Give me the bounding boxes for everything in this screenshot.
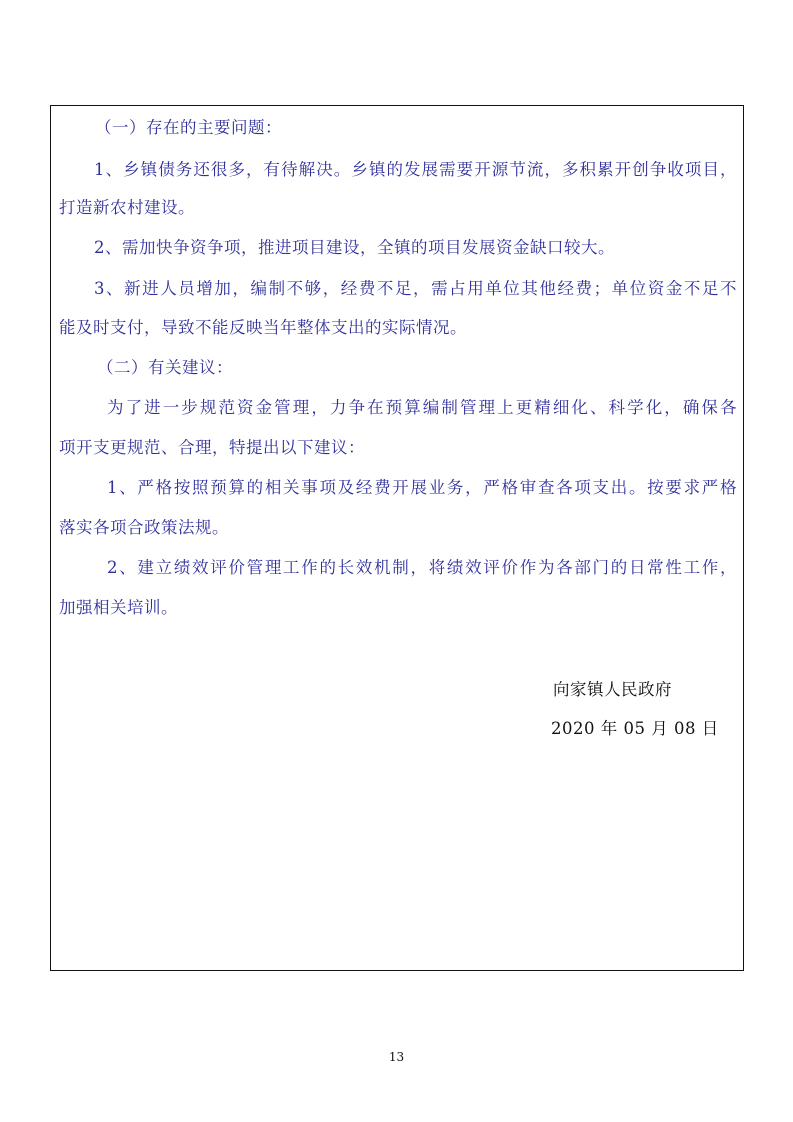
- suggestion-2-line-2: 加强相关培训。: [59, 598, 178, 617]
- section1-heading: （一）存在的主要问题：: [95, 118, 282, 137]
- page-number: 13: [388, 1050, 405, 1064]
- issue-1-line-1: 1、乡镇债务还很多，有待解决。乡镇的发展需要开源节流，多积累开创争收项目，: [94, 160, 737, 179]
- suggestion-1-line-1: 1、严格按照预算的相关事项及经费开展业务，严格审查各项支出。按要求严格: [107, 478, 737, 497]
- issue-2: 2、需加快争资争项，推进项目建设，全镇的项目发展资金缺口较大。: [94, 238, 615, 257]
- issue-3-line-1: 3、新进人员增加，编制不够，经费不足，需占用单位其他经费；单位资金不足不: [94, 279, 737, 298]
- issue-1-line-2: 打造新农村建设。: [59, 198, 195, 217]
- signature-org: 向家镇人民政府: [553, 680, 672, 699]
- suggestion-intro-line-2: 项开支更规范、合理，特提出以下建议：: [59, 438, 365, 457]
- suggestion-2-line-1: 2、建立绩效评价管理工作的长效机制，将绩效评价作为各部门的日常性工作，: [107, 558, 737, 577]
- suggestion-1-line-2: 落实各项合政策法规。: [59, 518, 229, 537]
- suggestion-intro-line-1: 为了进一步规范资金管理，力争在预算编制管理上更精细化、科学化，确保各: [107, 398, 737, 417]
- issue-3-line-2: 能及时支付，导致不能反映当年整体支出的实际情况。: [59, 318, 467, 337]
- signature-date: 2020 年 05 月 08 日: [551, 719, 719, 738]
- section2-heading: （二）有关建议：: [97, 358, 233, 377]
